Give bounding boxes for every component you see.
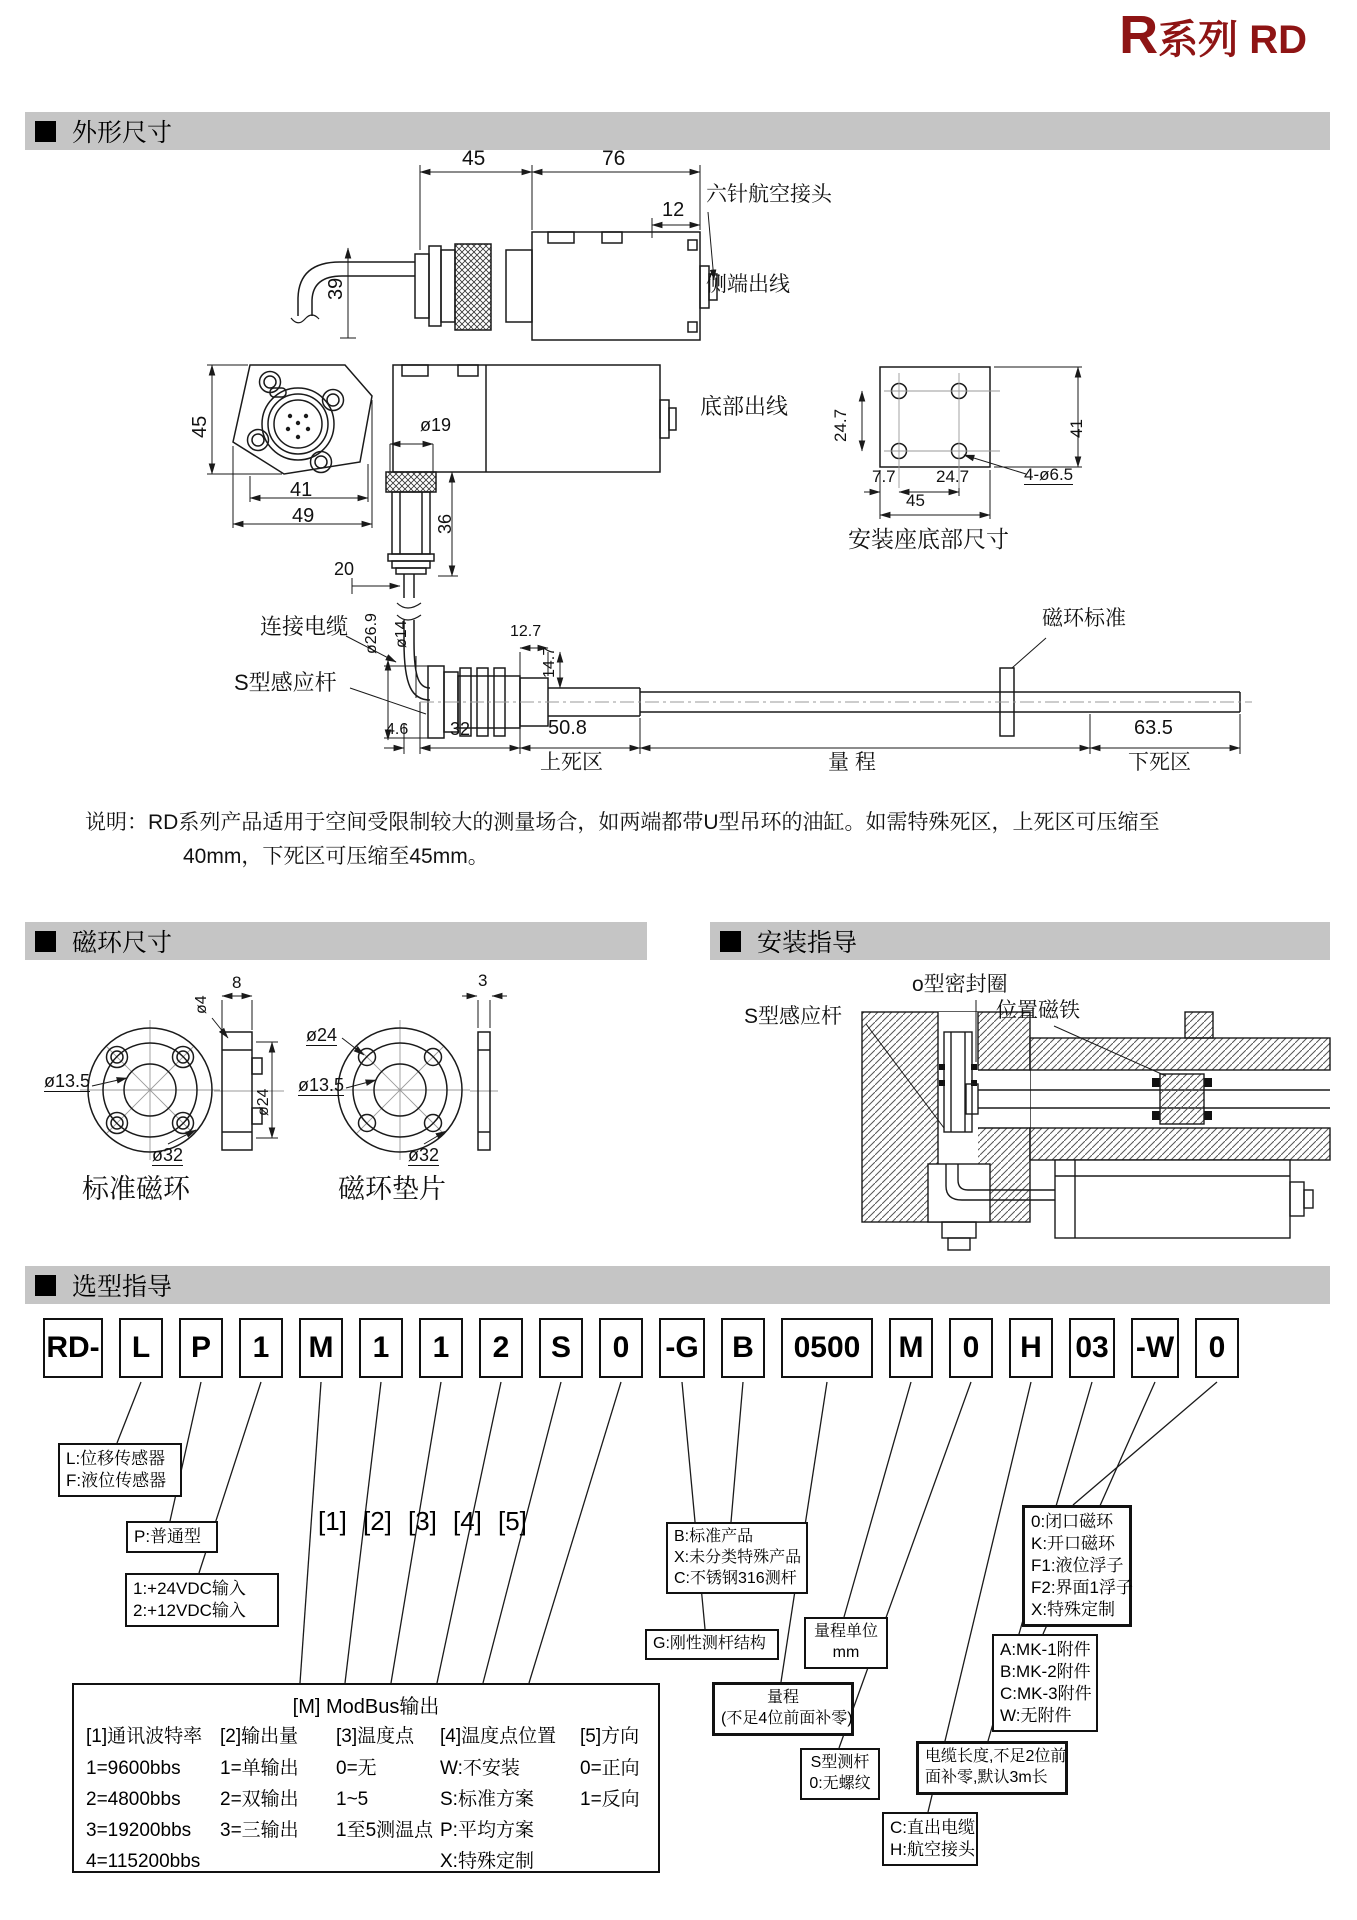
label-cable: 连接电缆 [260,614,349,639]
note-line-1: 说明：RD系列产品适用于空间受限制较大的测量场合，如两端都带U型吊环的油缸。如需特殊死区，上死区可压缩至 [85,811,1160,834]
modbus-column-2: [2]输出量 1=单输出 2=双输出 3=三输出 [220,1726,299,1841]
modbus-column-1: [1]通讯波特率 1=9600bbs 2=4800bbs 3=19200bbs 4=115200bbs [86,1726,203,1872]
modbus-title: [M] ModBus输出 [292,1696,440,1718]
callout-cable-length: 电缆长度,不足2位前 面补零,默认3m长 [916,1741,1068,1795]
model-code-box-9: 0 [599,1318,643,1378]
dim-32: 32 [450,719,471,739]
model-code-box-12: 0500 [781,1318,873,1378]
label-standard-ring: 标准磁环 [82,1174,190,1204]
model-code-box-11: B [721,1318,765,1378]
dim-dia32-right: ø32 [408,1145,440,1165]
section-title: 外形尺寸 [72,119,173,147]
model-code-box-2: P [179,1318,223,1378]
model-code-box-7: 2 [479,1318,523,1378]
model-code-box-15: H [1009,1318,1053,1378]
model-code-box-1: L [119,1318,163,1378]
section-bullet-icon [720,931,741,952]
section-title: 磁环尺寸 [72,929,173,957]
section-bullet-icon [35,121,56,142]
callout-range: 量程 (不足4位前面补零) [712,1682,854,1736]
outline-drawing [233,232,1240,738]
dim-8: 8 [232,973,242,992]
dim-dia24-side: ø24 [255,1088,272,1116]
label-ring-spacer: 磁环垫片 [338,1174,446,1204]
model-code-box-16: 03 [1069,1318,1115,1378]
callout-range-unit: 量程单位 mm [804,1617,888,1669]
callout-accessory: A:MK-1附件 B:MK-2附件 C:MK-3附件 W:无附件 [992,1634,1098,1732]
model-code-box-4: M [299,1318,343,1378]
modbus-column-5: [5]方向 0=正向 1=反向 [580,1726,640,1810]
dim-14-7: 14.7 [541,646,558,678]
model-code-box-18: 0 [1195,1318,1239,1378]
model-code-box-3: 1 [239,1318,283,1378]
dim-4-dia6-5: 4-ø6.5 [1024,465,1074,484]
dim-12-7: 12.7 [510,623,542,640]
bracket-label-2: [2] [363,1506,392,1536]
label-magnet-std: 磁环标准 [1042,607,1126,630]
dim-dia13-5-left: ø13.5 [44,1071,91,1091]
callout-common-type: P:普通型 [126,1521,218,1553]
dim-41-mount: 41 [1067,419,1086,438]
section-header-selection-guide [25,1266,1330,1304]
modbus-column-4: [4]温度点位置 W:不安装 S:标准方案 P:平均方案 X:特殊定制 [440,1726,557,1872]
label-s-rod-2: S型感应杆 [744,1005,843,1028]
callout-sensor-type: L:位移传感器 F:液位传感器 [58,1443,182,1497]
section-title: 选型指导 [72,1273,173,1301]
bracket-label-1: [1] [318,1506,347,1536]
model-code-box-17: -W [1131,1318,1179,1378]
dim-4-6: 4.6 [386,721,409,738]
label-stroke: 量 程 [828,751,876,774]
label-lower-dead: 下死区 [1128,751,1191,774]
label-six-pin-connector: 六针航空接头 [706,183,832,206]
label-o-ring: o型密封圈 [912,973,1008,996]
dim-dia32-left: ø32 [152,1145,184,1165]
dim-dia4: ø4 [193,995,210,1014]
label-position-magnet: 位置磁铁 [996,999,1080,1022]
dim-dia26-9: ø26.9 [363,613,380,654]
dim-36: 36 [435,513,455,534]
dim-dia19: ø19 [420,415,452,435]
callout-s-rod: S型测杆 0:无螺纹 [800,1748,880,1800]
install-drawing [862,1000,1330,1250]
model-code-box-0: RD- [43,1318,103,1378]
ring-centerlines [80,1020,498,1160]
page-title-series-letter: R [1119,5,1159,65]
bracket-label-4: [4] [453,1506,482,1536]
dim-3: 3 [478,971,488,990]
dim-50-8: 50.8 [548,717,587,739]
dim-dia14: ø14 [393,620,410,648]
callout-product-class: B:标准产品 X:未分类特殊产品 C:不锈钢316测杆 [666,1522,808,1594]
bracket-label-3: [3] [408,1506,437,1536]
model-code-box-8: S [539,1318,583,1378]
dim-24-7-h: 24.7 [936,467,970,486]
section-bullet-icon [35,1275,56,1296]
section-header-outline-dimensions [25,112,1330,150]
section-title: 安装指导 [757,929,858,957]
label-upper-dead: 上死区 [540,751,603,774]
model-code-box-14: 0 [949,1318,993,1378]
dim-20: 20 [334,559,355,579]
section-header-ring-dimensions [25,922,647,960]
section-bullet-icon [35,931,56,952]
dim-45-flange: 45 [189,415,211,438]
model-code-box-6: 1 [419,1318,463,1378]
callout-outlet-type: C:直出电缆 H:航空接头 [882,1812,978,1866]
modbus-output-table [72,1683,660,1873]
label-bottom-outlet: 底部出线 [700,394,789,419]
callout-power-input: 1:+24VDC输入 2:+12VDC输入 [125,1573,279,1627]
ring-dimensions [92,996,507,1144]
dim-39: 39 [325,277,347,300]
page-title [1119,4,1307,66]
model-code-box-13: M [889,1318,933,1378]
dim-dia13-5-right: ø13.5 [298,1075,345,1095]
dim-45-top: 45 [462,147,486,170]
callout-rod-structure: G:刚性测杆结构 [645,1629,779,1660]
label-s-rod: S型感应杆 [234,670,337,695]
dim-41-flange: 41 [290,479,313,501]
label-mount-base: 安装座底部尺寸 [848,526,1009,552]
modbus-column-3: [3]温度点 0=无 1~5 1至5测温点 [336,1726,434,1841]
note-line-2: 40mm，下死区可压缩至45mm。 [183,845,489,868]
outline-dimensions [207,165,1240,754]
dim-12: 12 [662,199,685,221]
dim-dia24-right: ø24 [306,1025,338,1045]
dim-76-top: 76 [602,147,626,170]
label-side-outlet: 侧端出线 [706,273,790,296]
bracket-label-5: [5] [498,1506,527,1536]
dim-63-5: 63.5 [1134,717,1173,739]
callout-ring-type: 0:闭口磁环 K:开口磁环 F1:液位浮子 F2:界面1浮子 X:特殊定制 [1022,1505,1132,1627]
dim-24-7-v: 24.7 [831,408,850,442]
dim-7-7: 7.7 [872,467,896,486]
model-code-box-10: -G [659,1318,705,1378]
model-code-box-5: 1 [359,1318,403,1378]
dim-49-flange: 49 [292,505,315,527]
page-title-rest: 系列 RD [1158,18,1307,62]
dim-45-mount: 45 [906,491,925,510]
section-header-installation-guide [710,922,1330,960]
